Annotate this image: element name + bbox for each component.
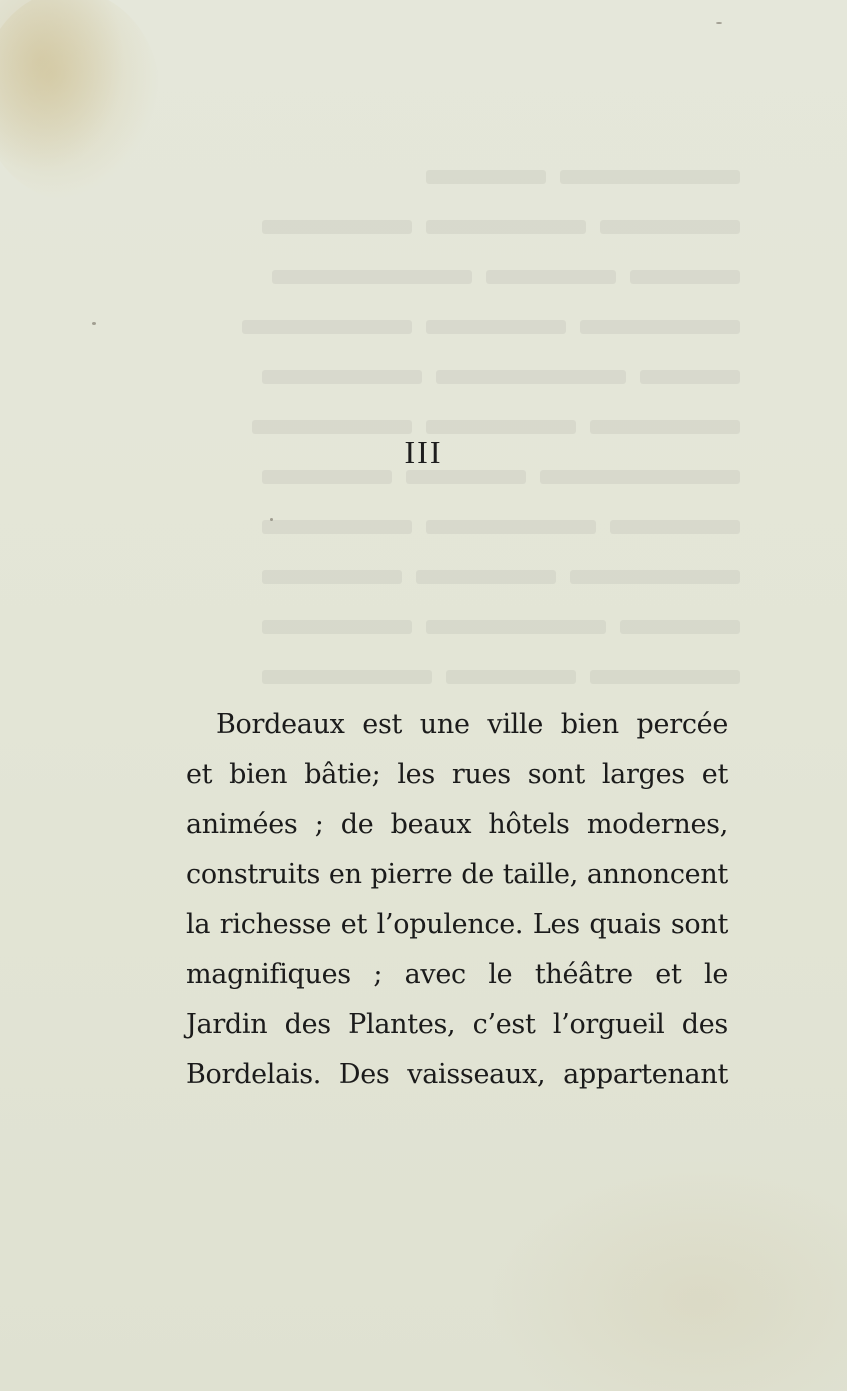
text-line: magnifiques ; avec le théâtre et le bbox=[186, 959, 728, 990]
text-line: et bien bâtie; les rues sont larges et bbox=[186, 759, 728, 790]
text-line: Bordelais. Des vaisseaux, appartenant bbox=[186, 1059, 728, 1090]
paper-stain bbox=[0, 0, 160, 200]
text-line: Jardin des Plantes, c’est l’orgueil des bbox=[186, 1009, 728, 1040]
text-line: animées ; de beaux hôtels modernes, bbox=[186, 809, 728, 840]
text-line: la richesse et l’opulence. Les quais sont bbox=[186, 909, 728, 940]
ink-speck bbox=[92, 322, 96, 325]
body-paragraph bbox=[186, 700, 728, 1100]
ink-speck bbox=[716, 22, 722, 24]
bleed-through-text bbox=[180, 150, 740, 710]
chapter-heading: III bbox=[404, 434, 443, 470]
text-line: Bordeaux est une ville bien percée bbox=[216, 709, 728, 740]
text-line: construits en pierre de taille, annoncent bbox=[186, 859, 728, 890]
ink-speck bbox=[270, 518, 273, 521]
